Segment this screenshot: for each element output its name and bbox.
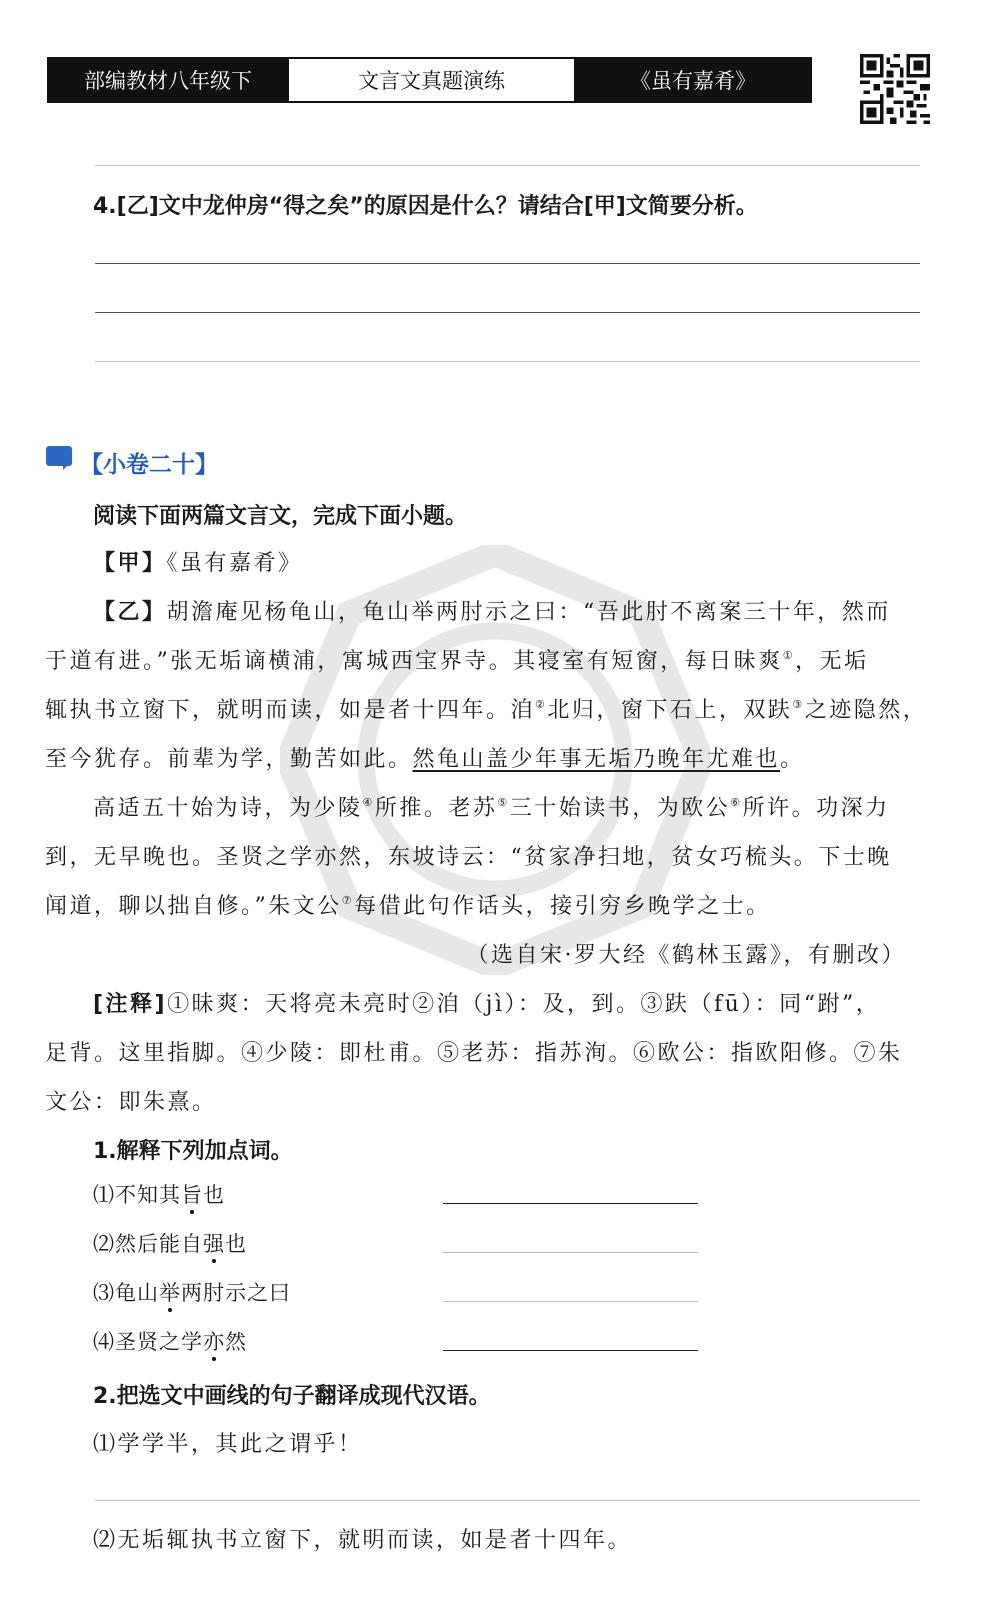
q1-item-text: ⑷圣贤之学: [93, 1330, 203, 1354]
answer-line[interactable]: [95, 1500, 920, 1501]
dotted-word: 举: [159, 1281, 181, 1305]
notes-label: [注释]: [93, 992, 168, 1017]
note-marker: ②: [535, 698, 548, 711]
jia-line: [93, 546, 303, 577]
passage-text: 辄执书立窗下，就明而读，如是者十四年。洎: [45, 698, 536, 723]
passage-text: 三十始读书，为欧公: [509, 796, 731, 821]
passage-text: 之迹隐然，: [804, 698, 928, 723]
header-lesson: 《虽有嘉肴》: [576, 59, 810, 101]
note-marker: ①: [782, 649, 796, 662]
notes-text: ①昧爽：天将亮未亮时②洎（jì）：及，到。③趺（fū）：同“跗”，: [167, 992, 881, 1017]
q2-sentence-2: ⑵无垢辄执书立窗下，就明而读，如是者十四年。: [93, 1528, 633, 1553]
divider: [95, 165, 920, 166]
header-subject: 文言文真题演练: [287, 59, 576, 101]
q1-item-text: ⑴不知其: [93, 1183, 181, 1207]
answer-line[interactable]: [443, 1203, 698, 1204]
comment-icon: [46, 446, 72, 466]
notes-line: [93, 987, 880, 1018]
passage-line: [45, 693, 927, 724]
answer-line[interactable]: [443, 1301, 698, 1302]
header-bar: [47, 57, 812, 103]
jia-title: 《虽有嘉肴》: [166, 551, 303, 576]
passage-text: ，无垢: [795, 649, 869, 674]
passage-text: 于道有进。”张无垢谪横浦，寓城西宝界寺。其寝室有短窗，每日昧爽: [45, 649, 783, 674]
q1-item-text: 也: [203, 1183, 225, 1207]
passage-text: 每借此句作话头，接引穷乡晚学之士。: [354, 894, 771, 919]
dotted-word: 强: [203, 1232, 225, 1256]
q1-item: [93, 1277, 291, 1307]
passage-text: 闻道，聊以拙自修。”朱文公: [45, 894, 342, 919]
passage-text: 所推。老苏: [374, 796, 498, 821]
passage-text: 所许。功深力: [742, 796, 890, 821]
answer-line[interactable]: [95, 361, 920, 362]
q1-item-text: 也: [225, 1232, 247, 1256]
q2-sentence-1: ⑴学学半，其此之谓乎！: [93, 1432, 363, 1457]
passage-line: [93, 791, 890, 822]
dotted-word: 旨: [181, 1183, 203, 1207]
dotted-word: 亦: [203, 1330, 225, 1354]
passage-line: [45, 644, 869, 675]
passage-text: 至今犹存。前辈为学，勤苦如此。: [45, 747, 413, 772]
note-marker: ⑥: [730, 796, 743, 809]
passage-text: 。: [780, 747, 805, 772]
answer-line[interactable]: [443, 1252, 698, 1253]
underlined-sentence: 然龟山盖少年事无垢乃晚年尤难也: [412, 747, 781, 772]
q1-item-text: ⑶龟山: [93, 1281, 159, 1305]
q1-item: [93, 1326, 247, 1356]
passage-text: 高适五十始为诗，为少陵: [93, 796, 363, 821]
passage-line: 到，无早晚也。圣贤之学亦然，东坡诗云：“贫家净扫地，贫女巧梳头。下士晚: [45, 845, 892, 870]
q1-item-text: 然: [225, 1330, 247, 1354]
note-marker: ⑦: [341, 894, 355, 907]
note-marker: ⑤: [497, 796, 510, 809]
q1-item: [93, 1179, 225, 1209]
notes-line: 足背。这里指脚。④少陵：即杜甫。⑤老苏：指苏洵。⑥欧公：指欧阳修。⑦朱: [45, 1041, 903, 1066]
question-2-title: 2.把选文中画线的句子翻译成现代汉语。: [93, 1384, 491, 1409]
answer-line[interactable]: [95, 263, 920, 264]
q1-item: [93, 1228, 247, 1258]
passage-line: [45, 889, 771, 920]
jia-label: 【甲】: [93, 551, 167, 576]
answer-line[interactable]: [95, 312, 920, 313]
qr-code-icon: [860, 54, 930, 124]
passage-line: [93, 595, 891, 626]
yi-label: 【乙】: [93, 600, 167, 625]
passage-text: 北归，窗下石上，双趺: [547, 698, 793, 723]
answer-line[interactable]: [443, 1350, 698, 1351]
q1-item-text: ⑵然后能自: [93, 1232, 203, 1256]
question-4: 4.[乙]文中龙仲房“得之矣”的原因是什么？请结合[甲]文简要分析。: [93, 194, 758, 219]
notes-line: 文公：即朱熹。: [45, 1090, 217, 1115]
note-marker: ③: [792, 698, 805, 711]
passage-text: 胡澹庵见杨龟山，龟山举两肘示之曰：“吾此肘不离案三十年，然而: [166, 600, 891, 625]
note-marker: ④: [362, 796, 375, 809]
q1-item-text: 两肘示之曰: [181, 1281, 291, 1305]
passage-line: [45, 742, 805, 773]
header-grade: 部编教材八年级下: [49, 59, 287, 101]
instruction: 阅读下面两篇文言文，完成下面小题。: [93, 504, 468, 529]
passage-source: （选自宋·罗大经《鹤林玉露》，有删改）: [466, 943, 906, 968]
question-1-title: 1.解释下列加点词。: [93, 1139, 293, 1164]
section-title: 【小卷二十】: [80, 452, 218, 478]
